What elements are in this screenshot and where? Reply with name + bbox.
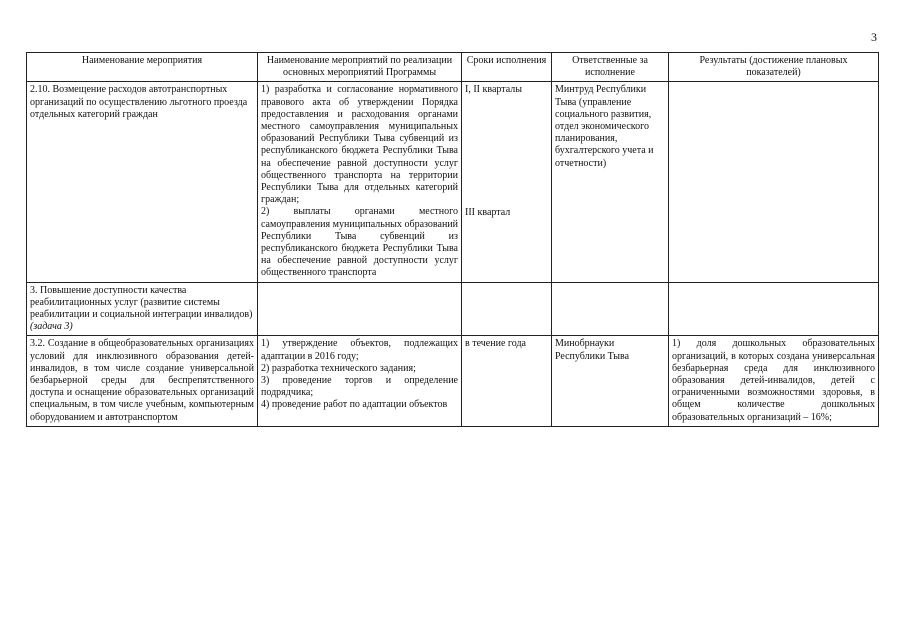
measure-name-cell: 3.2. Создание в общеобразовательных организациях условий для инклюзивного образования детей-инвалидов, в том числе создание универсальной безбарьерной среды для беспрепятственного доступа и оснащение образовательных организаций специальным, в том числе учебным, компьютерным оборудованием и автотранспортом bbox=[27, 336, 258, 426]
activities-cell bbox=[258, 82, 462, 282]
measure-name-cell: 2.10. Возмещение расходов автотранспортных организаций по осуществлению льготного проезда отдельных категорий граждан bbox=[27, 82, 258, 282]
results-cell bbox=[669, 82, 879, 282]
deadline-cell bbox=[462, 282, 552, 336]
results-cell bbox=[669, 282, 879, 336]
table-row bbox=[27, 82, 879, 282]
activities-cell bbox=[258, 282, 462, 336]
activity-item: 2) разработка технического задания; bbox=[261, 362, 416, 374]
task-reference: (задача 3) bbox=[30, 321, 73, 333]
activity-item: 2) выплаты органами местного самоуправления муниципальных образований Республики Тыва субвенций из республиканского бюджета Республики Тыва на обеспечение равной доступности услуг общественного транспорта bbox=[261, 206, 458, 279]
header-deadlines: Сроки исполнения bbox=[462, 53, 552, 82]
responsible-cell: Минтруд Республики Тыва (управление социального развития, отдел экономического планирования, бухгалтерского учета и отчетности) bbox=[552, 82, 669, 282]
activity-item: 1) утверждение объектов, подлежащих адаптации в 2016 году; bbox=[261, 338, 458, 362]
table-header-row bbox=[27, 53, 879, 82]
responsible-cell: Минобрнауки Республики Тыва bbox=[552, 336, 669, 426]
table-row bbox=[27, 282, 879, 336]
header-responsible: Ответственные за исполнение bbox=[552, 53, 669, 82]
measure-name-text: 3. Повышение доступности качества реабилитационных услуг (развитие системы реабилитации и социальной интеграции инвалидов) bbox=[30, 284, 253, 321]
responsible-cell bbox=[552, 282, 669, 336]
activity-item: 4) проведение работ по адаптации объектов bbox=[261, 399, 448, 411]
header-results: Результаты (достижение плановых показателей) bbox=[669, 53, 879, 82]
measure-name-cell bbox=[27, 282, 258, 336]
deadline-cell: в течение года bbox=[462, 336, 552, 426]
deadline-item: I, II кварталы bbox=[465, 84, 522, 96]
results-cell: 1) доля дошкольных образовательных организаций, в которых создана универсальная безбарьерная среда для инклюзивного образования детей-инвалидов, детей с ограниченными возможностями здоровья, в общем количестве дошкольных образовательных организаций – 16%; bbox=[669, 336, 879, 426]
table-row bbox=[27, 336, 879, 426]
activities-cell bbox=[258, 336, 462, 426]
page-number: 3 bbox=[871, 30, 877, 44]
header-activities: Наименование мероприятий по реализации основных мероприятий Программы bbox=[258, 53, 462, 82]
measures-table bbox=[26, 52, 879, 427]
header-measure-name: Наименование мероприятия bbox=[27, 53, 258, 82]
activity-item: 1) разработка и согласование нормативного правового акта об утверждении Порядка предоставления и расходования органами местного самоуправления муниципальных образований Республики Тыва субвенций из республиканского бюджета Республики Тыва на обеспечение равной доступности услуг общественного транспорта на территории Республики Тыва для отдельных категорий граждан; bbox=[261, 84, 458, 206]
activity-item: 3) проведение торгов и определение подрядчика; bbox=[261, 375, 458, 399]
deadline-cell bbox=[462, 82, 552, 282]
deadline-item: III квартал bbox=[465, 206, 511, 218]
